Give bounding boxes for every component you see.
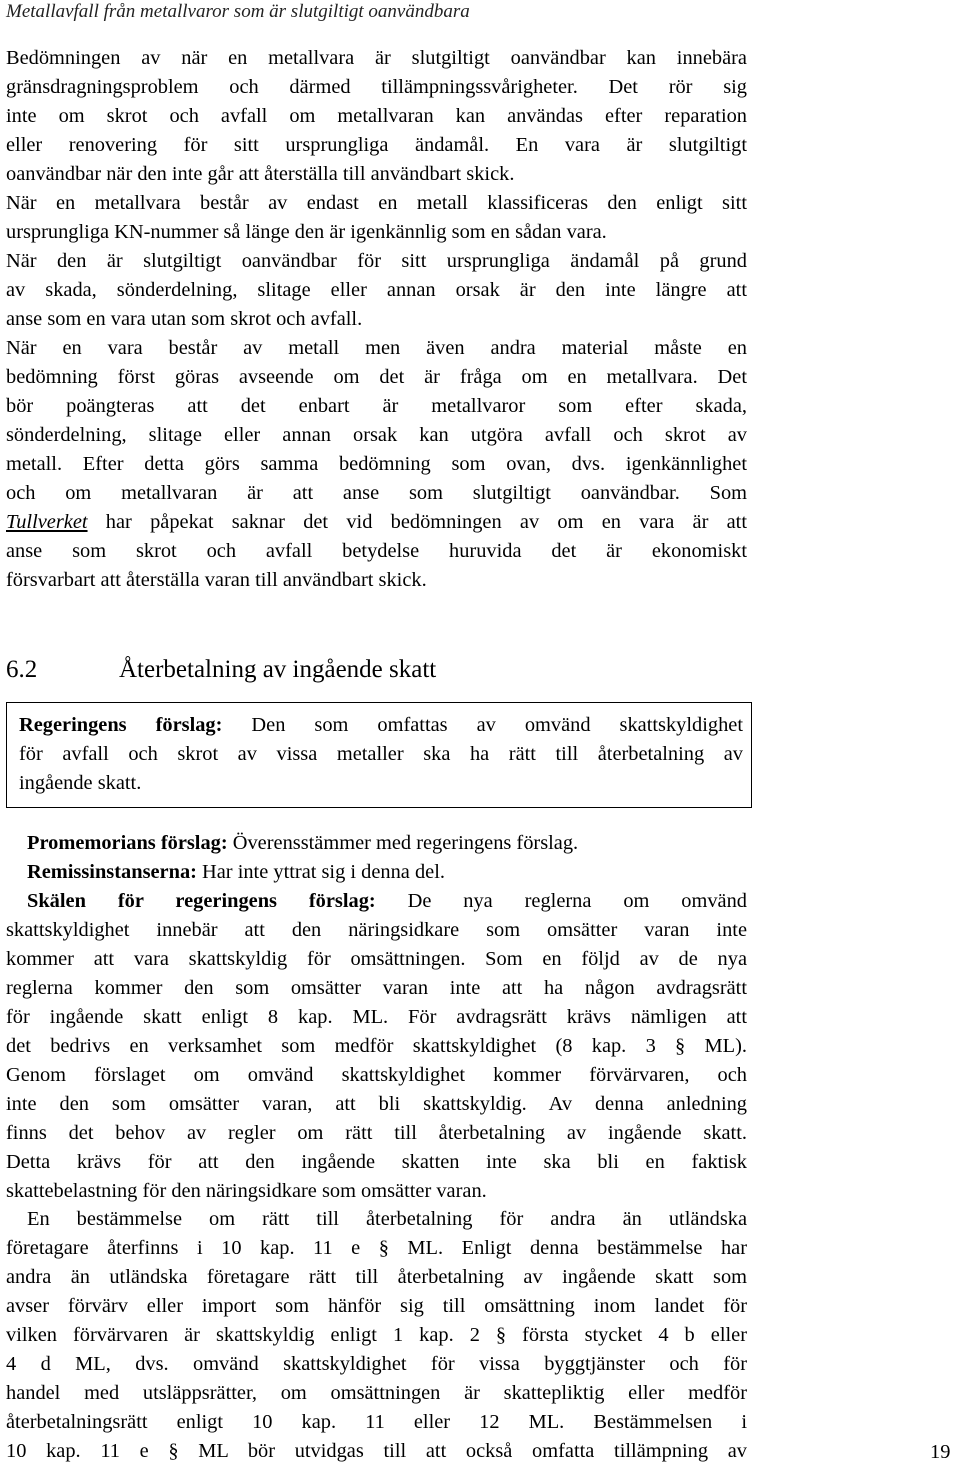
text-line: eller renovering för sitt ursprungliga ändamål. En vara är slutgiltigt: [6, 134, 747, 156]
text-line: skattebelastning för den näringsidkare som omsätter varan.: [6, 1180, 487, 1202]
text-line: reglerna kommer den som omsätter varan inte att ha någon avdragsrätt: [6, 977, 747, 999]
page-number: 19: [930, 1441, 951, 1463]
text-line: återbetalningsrätt enligt 10 kap. 11 eller 12 ML. Bestämmelsen i: [6, 1411, 747, 1433]
text-line: inte om skrot och avfall om metallvaran kan användas efter reparation: [6, 105, 747, 127]
text-line: [6, 887, 747, 916]
section-title: Återbetalning av ingående skatt: [119, 656, 437, 683]
text-fragment: Den som omfattas av omvänd skattskyldighet: [222, 714, 743, 736]
text-line: andra än utländska företagare rätt till återbetalning av ingående skatt som: [6, 1266, 747, 1288]
text-line: sönderdelning, slitage eller annan orsak kan utgöra avfall och skrot av: [6, 424, 747, 446]
text-line: bör poängteras att det enbart är metallvaror som efter skada,: [6, 395, 747, 417]
body-paragraph-metal-goods: [6, 44, 747, 595]
text-line: [6, 508, 747, 537]
text-fragment: En bestämmelse om rätt till återbetalning för andra än utländska: [27, 1208, 747, 1230]
section-number: 6.2: [6, 656, 38, 683]
text-fragment: De nya reglerna om omvänd: [375, 890, 747, 912]
text-line: kommer att vara skattskyldig för omsättningen. Som en följd av de nya: [6, 948, 747, 970]
text-line: vilken förvärvaren är skattskyldig enligt 1 kap. 2 § första stycket 4 b eller: [6, 1324, 747, 1346]
text-line: oanvändbar när den inte går att återställa till användbart skick.: [6, 163, 515, 185]
text-fragment: har påpekat saknar det vid bedömningen av om en vara är att: [87, 511, 747, 533]
repayment-rule-paragraph: [6, 1205, 747, 1466]
text-line: ingående skatt.: [19, 772, 142, 794]
text-line: 10 kap. 11 e § ML bör utvidgas till att också omfatta tillämpning av: [6, 1440, 747, 1462]
text-line: det bedrivs en verksamhet som medför skattskyldighet (8 kap. 3 § ML).: [6, 1035, 747, 1057]
text-line: avser förvärv eller import som hänför sig till omsättning inom landet för: [6, 1295, 747, 1317]
text-line: företagare återfinns i 10 kap. 11 e § ML. Enligt denna bestämmelse har: [6, 1237, 747, 1259]
proposal-label: Regeringens förslag:: [19, 714, 223, 736]
text-line: finns det behov av regler om rätt till återbetalning av ingående skatt.: [6, 1122, 747, 1144]
text-line: När en vara består av metall men även andra material måste en: [6, 337, 747, 359]
text-line: av skada, sönderdelning, slitage eller annan orsak är den inte längre att: [6, 279, 747, 301]
text-line: metall. Efter detta görs samma bedömning som ovan, dvs. igenkännlighet: [6, 453, 747, 475]
memo-label: Promemorians förslag:: [27, 832, 228, 854]
text-line: och om metallvaran är att anse som slutgiltigt oanvändbar. Som: [6, 482, 747, 504]
remiss-label: Remissinstanserna:: [27, 861, 197, 883]
section-heading: [6, 654, 747, 686]
text-line: 4 d ML, dvs. omvänd skattskyldighet för vissa byggtjänster och för: [6, 1353, 747, 1375]
text-line: ursprungliga KN-nummer så länge den är igenkännlig som en sådan vara.: [6, 221, 607, 243]
text-line: handel med utsläppsrätter, om omsättningen är skattepliktig eller medför: [6, 1382, 747, 1404]
text-line: anse som skrot och avfall betydelse huruvida det är ekonomiskt: [6, 540, 747, 562]
memorandum-proposal-line: [27, 829, 747, 858]
text-line: skattskyldighet innebär att den näringsidkare som omsätter varan inte: [6, 919, 747, 941]
text-line: för ingående skatt enligt 8 kap. ML. För avdragsrätt krävs nämligen att: [6, 1006, 747, 1028]
text-line: [19, 711, 743, 740]
text-line: När en metallvara består av endast en metall klassificeras den enligt sitt: [6, 192, 747, 214]
grounds-label: Skälen för regeringens förslag:: [27, 890, 376, 912]
grounds-paragraph: [6, 887, 747, 1206]
consultation-bodies-line: [27, 858, 747, 887]
text-line: försvarbart att återställa varan till användbart skick.: [6, 569, 427, 591]
government-proposal-box: [6, 702, 752, 808]
text-line: Bedömningen av när en metallvara är slutgiltigt oanvändbar kan innebära: [6, 47, 747, 69]
tullverket-reference: Tullverket: [6, 511, 88, 533]
running-head: Metallavfall från metallvaror som är slutgiltigt oanvändbara: [6, 1, 470, 22]
text-line: [6, 1205, 747, 1234]
text-line: anse som en vara utan som skrot och avfall.: [6, 308, 363, 330]
text-line: inte den som omsätter varan, att bli skattskyldig. Av denna anledning: [6, 1093, 747, 1115]
text-line: bedömning först göras avseende om det är fråga om en metallvara. Det: [6, 366, 747, 388]
memo-text: Överensstämmer med regeringens förslag.: [227, 832, 579, 854]
text-line: Genom förslaget om omvänd skattskyldighet kommer förvärvaren, och: [6, 1064, 747, 1086]
text-line: gränsdragningsproblem och därmed tillämpningssvårigheter. Det rör sig: [6, 76, 747, 98]
text-line: Detta krävs för att den ingående skatten inte ska bli en faktisk: [6, 1151, 747, 1173]
text-line: för avfall och skrot av vissa metaller ska ha rätt till återbetalning av: [19, 743, 743, 765]
text-line: När den är slutgiltigt oanvändbar för sitt ursprungliga ändamål på grund: [6, 250, 747, 272]
remiss-text: Har inte yttrat sig i denna del.: [196, 861, 445, 883]
